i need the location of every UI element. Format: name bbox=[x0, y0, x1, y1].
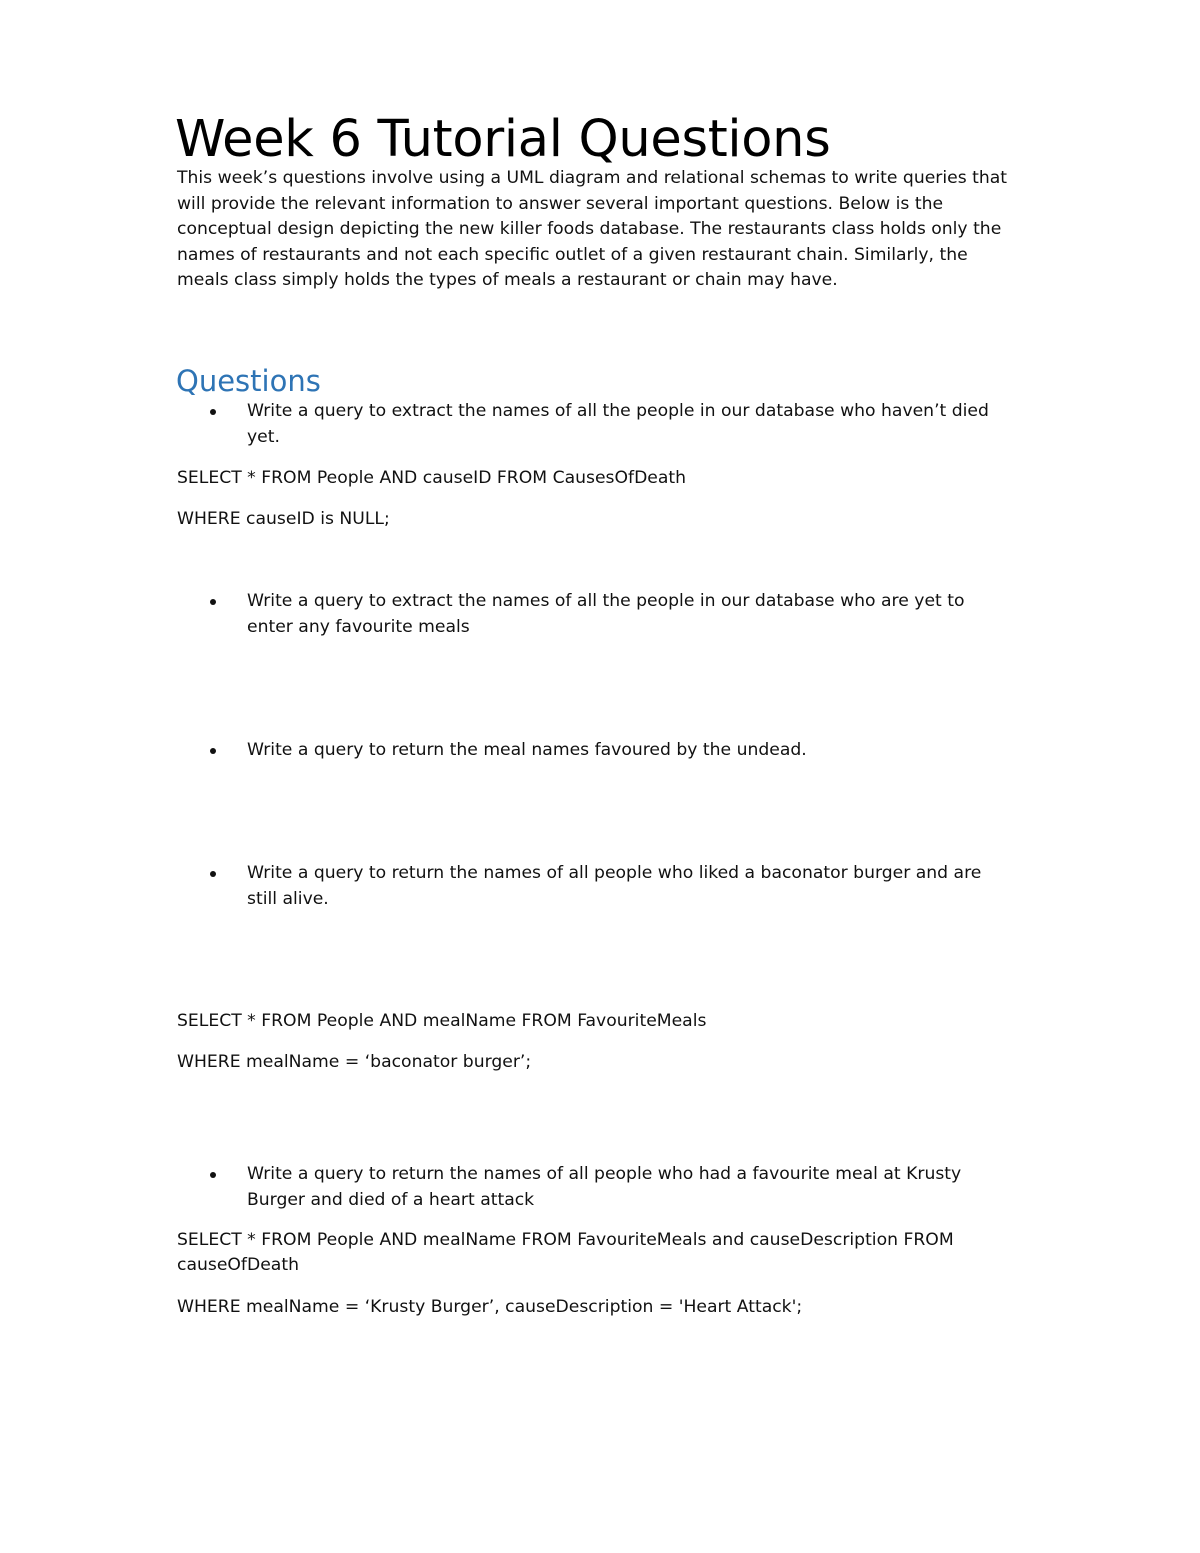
question-text bbox=[247, 738, 807, 764]
question-line: enter any favourite meals bbox=[247, 616, 470, 637]
intro-line: names of restaurants and not each specific outlet of a given restaurant chain. Similarly, the bbox=[177, 244, 968, 265]
question-line: Write a query to extract the names of all the people in our database who are yet to bbox=[247, 591, 965, 611]
sql-where-line: WHERE mealName = ‘Krusty Burger’, causeDescription = 'Heart Attack'; bbox=[177, 1297, 803, 1317]
sql-select-line: causeOfDeath bbox=[177, 1255, 299, 1275]
question-line: Write a query to return the names of all people who had a favourite meal at Krusty bbox=[247, 1164, 962, 1184]
question-text bbox=[247, 399, 989, 450]
sql-where-line: WHERE causeID is NULL; bbox=[177, 509, 390, 529]
intro-line: meals class simply holds the types of meals a restaurant or chain may have. bbox=[177, 270, 838, 290]
question-text bbox=[247, 861, 981, 912]
bullet-icon bbox=[210, 1172, 216, 1178]
bullet-icon bbox=[210, 599, 216, 605]
bullet-icon bbox=[210, 871, 216, 877]
questions-heading: Questions bbox=[176, 364, 321, 398]
question-line: Write a query to return the names of all people who liked a baconator burger and are bbox=[247, 863, 982, 883]
question-text bbox=[247, 1162, 961, 1213]
sql-select-line: SELECT * FROM People AND causeID FROM CausesOfDeath bbox=[177, 468, 687, 488]
bullet-icon bbox=[210, 409, 216, 415]
sql-where-line: WHERE mealName = ‘baconator burger’; bbox=[177, 1052, 532, 1072]
intro-paragraph bbox=[177, 166, 1057, 294]
question-line: Burger and died of a heart attack bbox=[247, 1189, 535, 1210]
intro-line: This week’s questions involve using a UML diagram and relational schemas to write queries that bbox=[177, 168, 1008, 188]
question-text bbox=[247, 589, 964, 640]
intro-line: will provide the relevant information to answer several important questions. Below is the bbox=[177, 193, 944, 214]
sql-select-line: SELECT * FROM People AND mealName FROM FavouriteMeals bbox=[177, 1011, 707, 1031]
question-line: Write a query to return the meal names favoured by the undead. bbox=[247, 740, 807, 760]
question-line: still alive. bbox=[247, 888, 329, 909]
question-line: Write a query to extract the names of all the people in our database who haven’t died bbox=[247, 401, 989, 421]
bullet-icon bbox=[210, 748, 216, 754]
sql-select-line: SELECT * FROM People AND mealName FROM FavouriteMeals and causeDescription FROM bbox=[177, 1230, 954, 1250]
intro-line: conceptual design depicting the new killer foods database. The restaurants class holds only the bbox=[177, 219, 1002, 239]
question-line: yet. bbox=[247, 426, 280, 447]
document-title: Week 6 Tutorial Questions bbox=[175, 110, 831, 169]
